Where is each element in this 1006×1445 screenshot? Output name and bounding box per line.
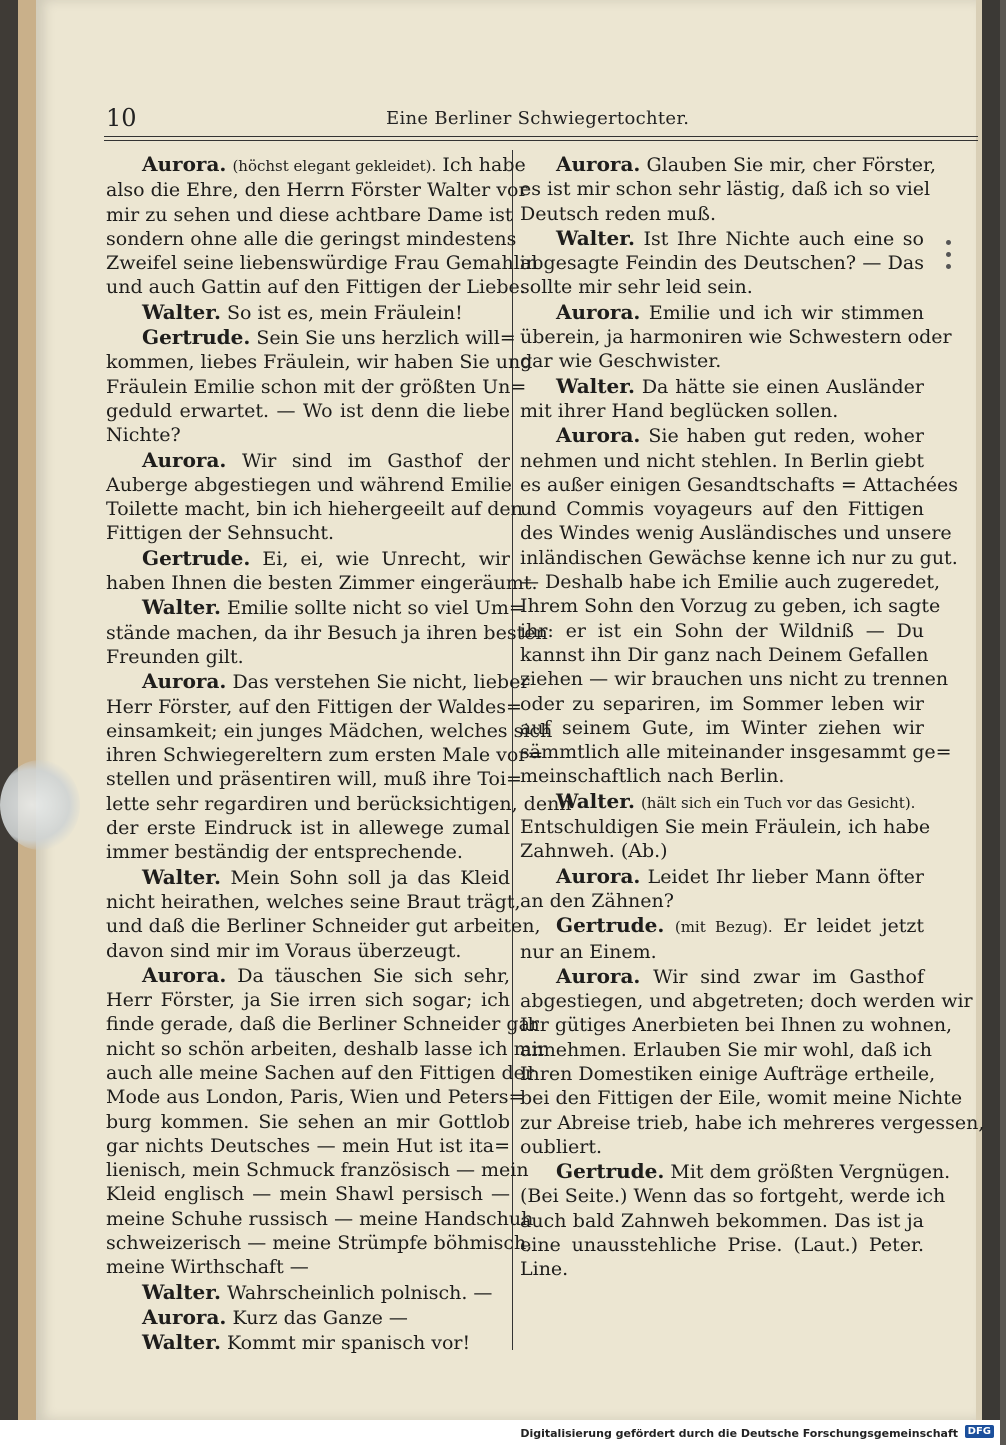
text-line (106, 1158, 529, 1182)
speech-text: stände machen, da ihr Besuch ja ihren besten (106, 621, 548, 644)
text-line (520, 1013, 953, 1037)
speaker-name: Gertrude. (556, 1159, 665, 1184)
text-line (520, 815, 931, 839)
speech-text: Sie haben gut reden, woher (648, 425, 924, 448)
speech-text: Ihrem Sohn den Vorzug zu geben, ich sagte (520, 595, 941, 618)
speech-text: Fräulein Emilie schon mit der größten Un= (106, 375, 527, 398)
speech-text: meine Wirthschaft — (106, 1256, 309, 1279)
speech-text: Deutsch reden muß. (520, 202, 717, 225)
speaker-name: Aurora. (556, 863, 641, 888)
text-line (106, 1061, 534, 1085)
speech-text: und daß die Berliner Schneider gut arbeiten, (106, 915, 541, 938)
speech-text: Herr Förster, auf den Fittigen der Waldes= (106, 695, 522, 718)
speech-text: Nichte? (106, 424, 181, 447)
text-line (106, 939, 510, 963)
text-line (520, 251, 924, 275)
speech-text: nur an Einem. (520, 940, 657, 963)
text-line (520, 177, 931, 201)
text-line (520, 202, 924, 226)
speaker-line (520, 423, 924, 448)
speech-text: oubliert. (520, 1135, 602, 1158)
speaker-line (520, 300, 924, 325)
speech-text: meine Schuhe russisch — meine Handschuh (106, 1207, 534, 1230)
speech-text: Ei, ei, wie Unrecht, wir (262, 547, 511, 570)
text-line (106, 840, 510, 864)
speaker-line (106, 546, 510, 571)
speaker-line (106, 1280, 510, 1305)
text-line (106, 1110, 510, 1134)
speaker-name: Aurora. (142, 447, 227, 472)
text-line (520, 692, 924, 716)
right-column (520, 152, 985, 1282)
text-line (520, 764, 924, 788)
speech-text: Kommt mir spanisch vor! (226, 1332, 471, 1355)
text-line (520, 989, 973, 1013)
page-header (106, 104, 1006, 134)
speaker-line (520, 226, 924, 251)
speech-text: gar wie Geschwister. (520, 350, 722, 373)
speech-text: ihr: er ist ein Sohn der Wildniß — Du (520, 619, 924, 642)
text-line (106, 251, 539, 275)
text-line (520, 1184, 946, 1208)
speech-text: Wir sind zwar im Gasthof (653, 965, 924, 988)
speech-text: So ist es, mein Fräulein! (226, 301, 463, 324)
speaker-line (520, 1159, 951, 1184)
speech-text: haben Ihnen die besten Zimmer eingeräumt. (106, 572, 538, 595)
running-title: Eine Berliner Schwiegertochter. (386, 108, 690, 129)
text-line (106, 816, 510, 840)
speaker-line (106, 300, 510, 325)
text-line (520, 839, 924, 863)
speech-text: des Windes wenig Ausländisches und unsere (520, 522, 952, 545)
speech-text: also die Ehre, den Herrn Förster Walter vor (106, 179, 528, 202)
text-line (520, 497, 924, 521)
text-line (106, 890, 521, 914)
speech-text: und Commis voyageurs auf den Fittigen (520, 498, 924, 521)
dfg-logo: DFG (965, 1425, 994, 1438)
speaker-name: Aurora. (142, 152, 227, 176)
footer-bar (0, 1420, 1000, 1445)
speech-text: Da täuschen Sie sich sehr, (237, 964, 510, 987)
text-line (106, 1085, 525, 1109)
speech-text: und auch Gattin auf den Fittigen der Liebe. (106, 276, 526, 299)
speech-text: kommen, liebes Fräulein, wir haben Sie und (106, 351, 533, 374)
speaker-line (520, 152, 937, 177)
speaker-line (520, 864, 924, 889)
speech-text: auch alle meine Sachen auf den Fittigen der (106, 1061, 534, 1084)
speech-text: abgesagte Feindin des Deutschen? — Das (520, 252, 924, 275)
speech-text: lette sehr regardiren und berücksichtigen, denn (106, 792, 572, 815)
speaker-name: Gertrude. (556, 913, 665, 938)
speech-text: stellen und präsentiren will, muß ihre Toi= (106, 768, 522, 791)
speech-text: Ist Ihre Nichte auch eine so (643, 227, 924, 250)
speech-text: Er leidet jetzt (783, 915, 925, 938)
text-line (520, 619, 924, 643)
speech-text: Fittigen der Sehnsucht. (106, 522, 335, 545)
text-line (106, 1134, 510, 1158)
text-line (520, 546, 958, 570)
speech-text: inländischen Gewächse kenne ich nur zu gut. (520, 546, 958, 569)
text-line (520, 521, 952, 545)
speech-text: Kurz das Ganze — (232, 1306, 408, 1329)
speech-text: Zahnweh. (Ab.) (520, 840, 668, 863)
speech-text: der erste Eindruck ist in allewege zumal (106, 817, 510, 840)
speaker-line (106, 595, 525, 620)
speaker-name: Gertrude. (142, 325, 251, 350)
speech-text: eine unausstehliche Prise. (Laut.) Peter. (520, 1234, 924, 1257)
speech-text: Wir sind im Gasthof der (241, 449, 511, 472)
speaker-name: Aurora. (556, 152, 641, 176)
speaker-name: Aurora. (556, 299, 641, 324)
speech-text: burg kommen. Sie sehen an mir Gottlob (106, 1110, 510, 1133)
speech-text: Sein Sie uns herzlich will= (256, 327, 516, 350)
speech-text: auch bald Zahnweh bekommen. Das ist ja (520, 1209, 924, 1232)
text-line (106, 375, 527, 399)
text-line (106, 1231, 533, 1255)
speaker-name: Aurora. (142, 962, 227, 987)
speech-text: Ich habe (442, 154, 526, 176)
speech-text: Das verstehen Sie nicht, lieber (232, 671, 530, 694)
text-line (520, 275, 924, 299)
speech-text: an den Zähnen? (520, 889, 674, 912)
speech-text: bei den Fittigen der Eile, womit meine Nichte (520, 1087, 963, 1110)
speech-text: auf seinem Gute, im Winter ziehen wir (520, 716, 924, 739)
text-line (520, 1086, 963, 1110)
speaker-name: Walter. (142, 299, 221, 324)
text-line (106, 399, 510, 423)
text-line (106, 743, 544, 767)
text-line (106, 571, 538, 595)
book-board-edge (18, 0, 38, 1420)
text-line (106, 203, 513, 227)
text-line (106, 621, 548, 645)
speech-text: sondern ohne alle die geringst mindestens (106, 227, 517, 250)
speech-text: Toilette macht, bin ich hiehergeeilt auf den (106, 498, 523, 521)
speaker-name: Gertrude. (142, 545, 251, 570)
speech-text: ihren Schwiegereltern zum ersten Male vor= (106, 744, 544, 767)
speech-text: gar nichts Deutsches — mein Hut ist ita= (106, 1134, 510, 1157)
speech-text: nicht heirathen, welches seine Braut trägt, (106, 890, 521, 913)
speaker-name: Aurora. (556, 963, 641, 988)
speech-text: nehmen und nicht stehlen. In Berlin giebt (520, 449, 924, 472)
speaker-name: Walter. (556, 373, 635, 398)
page-edge-right (976, 0, 1000, 1420)
text-line (520, 1209, 924, 1233)
speaker-name: Walter. (142, 864, 221, 889)
text-line (106, 497, 523, 521)
text-line (520, 1062, 936, 1086)
text-line (520, 473, 958, 497)
speech-text: Entschuldigen Sie mein Fräulein, ich habe (520, 816, 931, 839)
header-rule-second (104, 140, 978, 141)
margin-mark (946, 240, 952, 270)
text-line (106, 1182, 510, 1206)
text-line (106, 275, 526, 299)
text-line (520, 716, 924, 740)
text-line (106, 227, 517, 251)
speech-text: annehmen. Erlauben Sie mir wohl, daß ich (520, 1038, 932, 1061)
text-line (106, 1255, 510, 1279)
speech-text: Ihr gütiges Anerbieten bei Ihnen zu wohnen, (520, 1014, 953, 1037)
speaker-line (520, 913, 924, 939)
speech-text: geduld erwartet. — Wo ist denn die liebe (106, 399, 510, 422)
speech-text: Line. (520, 1258, 569, 1281)
speech-text: Leidet Ihr lieber Mann öfter (647, 865, 924, 888)
thumb-shadow (0, 760, 80, 850)
speaker-name: Aurora. (556, 423, 641, 448)
text-line (106, 521, 510, 545)
text-line (106, 792, 572, 816)
text-line (520, 399, 924, 423)
speech-text: ziehen — wir brauchen uns nicht zu trennen (520, 668, 949, 691)
speech-text: Wahrscheinlich polnisch. — (226, 1281, 493, 1304)
text-line (106, 645, 510, 669)
speech-text: meinschaftlich nach Berlin. (520, 765, 785, 788)
speech-text: einsamkeit; ein junges Mädchen, welches sich (106, 719, 553, 742)
text-line (106, 178, 528, 202)
text-line (106, 473, 510, 497)
speaker-line (520, 374, 924, 399)
speech-text: es außer einigen Gesandtschafts = Attachées (520, 473, 958, 496)
speech-text: Freunden gilt. (106, 645, 244, 668)
speech-text: zur Abreise trieb, habe ich mehreres vergessen, (520, 1111, 985, 1134)
speaker-line (106, 152, 526, 178)
speech-text: abgestiegen, und abgetreten; doch werden wir (520, 990, 973, 1013)
speech-text: Emilie sollte nicht so viel Um= (226, 597, 525, 620)
speech-text: Mit dem größten Vergnügen. (670, 1161, 951, 1184)
text-line (520, 449, 924, 473)
text-line (106, 1207, 534, 1231)
speaker-line (106, 669, 530, 694)
speaker-name: Walter. (142, 595, 221, 620)
text-line (520, 1233, 924, 1257)
text-line (520, 1257, 924, 1281)
speech-text: schweizerisch — meine Strümpfe böhmisch, (106, 1232, 533, 1255)
speech-text: nicht so schön arbeiten, deshalb lasse ich mir (106, 1037, 547, 1060)
text-line (106, 767, 522, 791)
speaker-line (106, 325, 516, 350)
text-line (520, 570, 941, 594)
text-line (106, 1037, 547, 1061)
digitization-credit: Digitalisierung gefördert durch die Deutsche Forschungsgemeinschaft (520, 1427, 958, 1440)
text-line (520, 889, 924, 913)
speech-text: oder zu separiren, im Sommer leben wir (520, 692, 924, 715)
speech-text: finde gerade, daß die Berliner Schneider gar (106, 1013, 540, 1036)
page-number: 10 (106, 104, 137, 132)
text-line (520, 667, 949, 691)
speaker-name: Walter. (556, 225, 635, 250)
speech-text: (Bei Seite.) Wenn das so fortgeht, werde ich (520, 1185, 946, 1208)
text-line (520, 594, 941, 618)
speech-text: sollte mir sehr leid sein. (520, 276, 753, 299)
speech-text: es ist mir schon sehr lästig, daß ich so viel (520, 178, 931, 201)
text-line (520, 349, 924, 373)
text-line (520, 740, 952, 764)
speech-text: lienisch, mein Schmuck französisch — mein (106, 1159, 529, 1182)
speech-text: Auberge abgestiegen und während Emilie (106, 473, 512, 496)
speech-text: immer beständig der entsprechende. (106, 841, 463, 864)
speech-text: Herr Förster, ja Sie irren sich sogar; ich (106, 989, 510, 1012)
text-line (106, 988, 510, 1012)
speaker-line (106, 963, 510, 988)
speech-text: — Deshalb habe ich Emilie auch zugeredet, (520, 571, 941, 594)
speech-text: mir zu sehen und diese achtbare Dame ist (106, 203, 513, 226)
speech-text: Da hätte sie einen Ausländer (641, 375, 924, 398)
text-line (106, 423, 510, 447)
speech-text: mit ihrer Hand beglücken sollen. (520, 399, 839, 422)
speech-text: sämmtlich alle miteinander insgesammt ge= (520, 741, 952, 764)
speech-text: Mein Sohn soll ja das Kleid (230, 866, 510, 889)
text-line (520, 325, 952, 349)
text-line (106, 695, 522, 719)
speaker-name: Walter. (556, 788, 635, 813)
text-line (106, 914, 541, 938)
speech-text: kannst ihn Dir ganz nach Deinem Gefallen (520, 643, 929, 666)
header-rule (104, 136, 978, 137)
text-line (106, 350, 533, 374)
stage-direction: (hält sich ein Tuch vor das Gesicht). (640, 793, 916, 812)
speech-text: Ihren Domestiken einige Aufträge ertheile, (520, 1062, 936, 1085)
speech-text: überein, ja harmoniren wie Schwestern oder (520, 326, 952, 349)
speech-text: Emilie und ich wir stimmen (648, 301, 924, 324)
text-line (520, 643, 929, 667)
speaker-line (520, 964, 924, 989)
speaker-name: Walter. (142, 1279, 221, 1304)
speech-text: davon sind mir im Voraus überzeugt. (106, 939, 462, 962)
speaker-name: Walter. (142, 1330, 221, 1355)
text-line (106, 719, 553, 743)
speaker-name: Aurora. (142, 1304, 227, 1329)
speech-text: Mode aus London, Paris, Wien und Peters= (106, 1086, 525, 1109)
speech-text: Zweifel seine liebenswürdige Frau Gemahlin (106, 252, 539, 275)
stage-direction: (höchst elegant gekleidet). (232, 157, 437, 175)
speaker-line (106, 448, 510, 473)
text-line (520, 1135, 924, 1159)
stage-direction: (mit Bezug). (674, 918, 773, 937)
speaker-line (520, 789, 924, 815)
speaker-name: Aurora. (142, 669, 227, 694)
speaker-line (106, 865, 510, 890)
speech-text: Kleid englisch — mein Shawl persisch — (106, 1183, 510, 1206)
speaker-line (106, 1330, 510, 1355)
speech-text: Glauben Sie mir, cher Förster, (646, 154, 937, 176)
speaker-line (106, 1305, 510, 1330)
text-line (106, 1012, 540, 1036)
text-line (520, 1111, 985, 1135)
text-line (520, 940, 924, 964)
text-line (520, 1038, 932, 1062)
